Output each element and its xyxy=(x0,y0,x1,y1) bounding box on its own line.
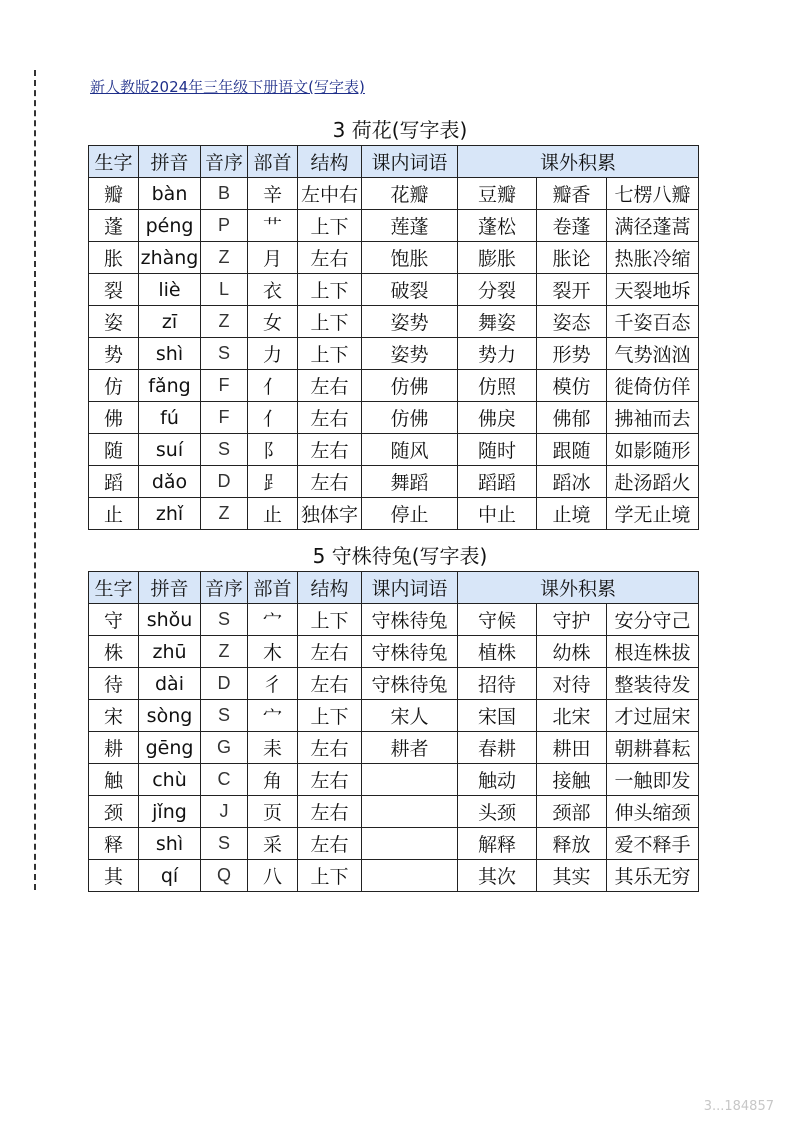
textbook-word-cell xyxy=(362,860,458,892)
table-row xyxy=(89,732,699,764)
char-cell: 待 xyxy=(89,668,139,700)
column-header: 音序 xyxy=(201,146,248,178)
initial-cell: L xyxy=(201,274,248,306)
char-cell: 耕 xyxy=(89,732,139,764)
initial-cell: G xyxy=(201,732,248,764)
initial-cell: J xyxy=(201,796,248,828)
textbook-word-cell: 守株待兔 xyxy=(362,636,458,668)
textbook-word-cell: 仿佛 xyxy=(362,370,458,402)
radical-cell: 八 xyxy=(248,860,298,892)
initial-cell: Z xyxy=(201,242,248,274)
radical-cell: 宀 xyxy=(248,604,298,636)
extra-word-2-cell: 姿态 xyxy=(537,306,607,338)
structure-cell: 上下 xyxy=(298,210,362,242)
pinyin-cell: zī xyxy=(139,306,201,338)
extra-idiom-cell: 安分守己 xyxy=(607,604,699,636)
extra-word-1-cell: 豆瓣 xyxy=(458,178,537,210)
pinyin-cell: chù xyxy=(139,764,201,796)
table-row xyxy=(89,338,699,370)
initial-cell: S xyxy=(201,338,248,370)
column-header: 课内词语 xyxy=(362,572,458,604)
structure-cell: 左右 xyxy=(298,732,362,764)
structure-cell: 左右 xyxy=(298,668,362,700)
extra-word-1-cell: 解释 xyxy=(458,828,537,860)
table-row xyxy=(89,860,699,892)
extra-word-1-cell: 头颈 xyxy=(458,796,537,828)
radical-cell: 木 xyxy=(248,636,298,668)
table-row xyxy=(89,604,699,636)
textbook-word-cell: 耕者 xyxy=(362,732,458,764)
structure-cell: 左右 xyxy=(298,796,362,828)
structure-cell: 左右 xyxy=(298,466,362,498)
textbook-word-cell: 随风 xyxy=(362,434,458,466)
extra-idiom-cell: 气势汹汹 xyxy=(607,338,699,370)
radical-cell: 采 xyxy=(248,828,298,860)
structure-cell: 上下 xyxy=(298,860,362,892)
extra-idiom-cell: 爱不释手 xyxy=(607,828,699,860)
extra-idiom-cell: 徙倚仿佯 xyxy=(607,370,699,402)
pinyin-cell: péng xyxy=(139,210,201,242)
extra-idiom-cell: 满径蓬蒿 xyxy=(607,210,699,242)
extra-idiom-cell: 千姿百态 xyxy=(607,306,699,338)
char-cell: 随 xyxy=(89,434,139,466)
initial-cell: F xyxy=(201,370,248,402)
extra-word-1-cell: 蓬松 xyxy=(458,210,537,242)
table-row xyxy=(89,306,699,338)
initial-cell: Z xyxy=(201,306,248,338)
extra-idiom-cell: 伸头缩颈 xyxy=(607,796,699,828)
table-header xyxy=(89,146,699,178)
extra-word-1-cell: 蹈蹈 xyxy=(458,466,537,498)
structure-cell: 左右 xyxy=(298,636,362,668)
char-cell: 瓣 xyxy=(89,178,139,210)
char-cell: 其 xyxy=(89,860,139,892)
pinyin-cell: zhàng xyxy=(139,242,201,274)
pinyin-cell: fú xyxy=(139,402,201,434)
binding-margin-line xyxy=(34,70,36,890)
char-cell: 株 xyxy=(89,636,139,668)
extra-idiom-cell: 整装待发 xyxy=(607,668,699,700)
extra-idiom-cell: 如影随形 xyxy=(607,434,699,466)
char-cell: 姿 xyxy=(89,306,139,338)
table-row xyxy=(89,700,699,732)
table-row xyxy=(89,764,699,796)
textbook-word-cell: 宋人 xyxy=(362,700,458,732)
extra-word-2-cell: 胀论 xyxy=(537,242,607,274)
column-header: 结构 xyxy=(298,146,362,178)
textbook-word-cell xyxy=(362,828,458,860)
radical-cell: 月 xyxy=(248,242,298,274)
pinyin-cell: qí xyxy=(139,860,201,892)
column-header: 拼音 xyxy=(139,146,201,178)
extra-word-1-cell: 春耕 xyxy=(458,732,537,764)
column-header: 音序 xyxy=(201,572,248,604)
radical-cell: 止 xyxy=(248,498,298,530)
radical-cell: 耒 xyxy=(248,732,298,764)
table-row xyxy=(89,796,699,828)
extra-word-2-cell: 止境 xyxy=(537,498,607,530)
textbook-word-cell: 停止 xyxy=(362,498,458,530)
char-cell: 蹈 xyxy=(89,466,139,498)
initial-cell: C xyxy=(201,764,248,796)
pinyin-cell: suí xyxy=(139,434,201,466)
extra-word-2-cell: 守护 xyxy=(537,604,607,636)
extra-word-1-cell: 仿照 xyxy=(458,370,537,402)
radical-cell: 力 xyxy=(248,338,298,370)
extra-idiom-cell: 根连株拔 xyxy=(607,636,699,668)
textbook-word-cell: 守株待兔 xyxy=(362,668,458,700)
pinyin-cell: shì xyxy=(139,828,201,860)
structure-cell: 上下 xyxy=(298,274,362,306)
radical-cell: 彳 xyxy=(248,668,298,700)
char-cell: 佛 xyxy=(89,402,139,434)
extra-word-2-cell: 释放 xyxy=(537,828,607,860)
extra-word-1-cell: 宋国 xyxy=(458,700,537,732)
structure-cell: 左右 xyxy=(298,764,362,796)
extra-word-1-cell: 其次 xyxy=(458,860,537,892)
textbook-word-cell: 莲蓬 xyxy=(362,210,458,242)
char-cell: 势 xyxy=(89,338,139,370)
pinyin-cell: zhū xyxy=(139,636,201,668)
extra-word-2-cell: 接触 xyxy=(537,764,607,796)
initial-cell: D xyxy=(201,668,248,700)
initial-cell: Q xyxy=(201,860,248,892)
extra-idiom-cell: 七楞八瓣 xyxy=(607,178,699,210)
extra-word-2-cell: 北宋 xyxy=(537,700,607,732)
section-title-lotus: 3 荷花(写字表) xyxy=(332,118,468,142)
word-table-lotus xyxy=(88,145,699,530)
table-row xyxy=(89,274,699,306)
char-cell: 宋 xyxy=(89,700,139,732)
extra-word-2-cell: 佛郁 xyxy=(537,402,607,434)
header-row xyxy=(89,146,699,178)
textbook-word-cell: 守株待兔 xyxy=(362,604,458,636)
initial-cell: F xyxy=(201,402,248,434)
extra-word-2-cell: 幼株 xyxy=(537,636,607,668)
char-cell: 蓬 xyxy=(89,210,139,242)
extra-word-1-cell: 膨胀 xyxy=(458,242,537,274)
structure-cell: 独体字 xyxy=(298,498,362,530)
pinyin-cell: shì xyxy=(139,338,201,370)
radical-cell: 页 xyxy=(248,796,298,828)
extra-word-2-cell: 对待 xyxy=(537,668,607,700)
radical-cell: 角 xyxy=(248,764,298,796)
extra-word-2-cell: 耕田 xyxy=(537,732,607,764)
column-header: 部首 xyxy=(248,146,298,178)
extra-word-1-cell: 植株 xyxy=(458,636,537,668)
table-row xyxy=(89,178,699,210)
table-row xyxy=(89,498,699,530)
column-header: 课外积累 xyxy=(458,572,699,604)
document-header-link[interactable]: 新人教版2024年三年级下册语文(写字表) xyxy=(90,78,365,96)
structure-cell: 左右 xyxy=(298,434,362,466)
textbook-word-cell xyxy=(362,796,458,828)
extra-word-1-cell: 守候 xyxy=(458,604,537,636)
column-header: 课内词语 xyxy=(362,146,458,178)
radical-cell: 亻 xyxy=(248,370,298,402)
table-body xyxy=(89,604,699,892)
structure-cell: 左中右 xyxy=(298,178,362,210)
textbook-word-cell: 破裂 xyxy=(362,274,458,306)
extra-word-1-cell: 分裂 xyxy=(458,274,537,306)
char-cell: 触 xyxy=(89,764,139,796)
structure-cell: 上下 xyxy=(298,604,362,636)
extra-word-1-cell: 触动 xyxy=(458,764,537,796)
char-cell: 守 xyxy=(89,604,139,636)
table-row xyxy=(89,210,699,242)
extra-word-2-cell: 瓣香 xyxy=(537,178,607,210)
initial-cell: B xyxy=(201,178,248,210)
extra-idiom-cell: 天裂地坼 xyxy=(607,274,699,306)
table-row xyxy=(89,828,699,860)
initial-cell: D xyxy=(201,466,248,498)
pinyin-cell: dài xyxy=(139,668,201,700)
extra-word-1-cell: 势力 xyxy=(458,338,537,370)
initial-cell: S xyxy=(201,828,248,860)
initial-cell: P xyxy=(201,210,248,242)
column-header: 结构 xyxy=(298,572,362,604)
extra-idiom-cell: 一触即发 xyxy=(607,764,699,796)
structure-cell: 左右 xyxy=(298,828,362,860)
structure-cell: 上下 xyxy=(298,700,362,732)
char-cell: 胀 xyxy=(89,242,139,274)
textbook-word-cell: 饱胀 xyxy=(362,242,458,274)
radical-cell: 阝 xyxy=(248,434,298,466)
pinyin-cell: bàn xyxy=(139,178,201,210)
pinyin-cell: sòng xyxy=(139,700,201,732)
extra-idiom-cell: 才过屈宋 xyxy=(607,700,699,732)
radical-cell: 衣 xyxy=(248,274,298,306)
table-row xyxy=(89,242,699,274)
table-header xyxy=(89,572,699,604)
pinyin-cell: dǎo xyxy=(139,466,201,498)
extra-word-1-cell: 随时 xyxy=(458,434,537,466)
initial-cell: S xyxy=(201,604,248,636)
extra-word-2-cell: 蹈冰 xyxy=(537,466,607,498)
char-cell: 仿 xyxy=(89,370,139,402)
radical-cell: 艹 xyxy=(248,210,298,242)
radical-cell: 宀 xyxy=(248,700,298,732)
table-row xyxy=(89,636,699,668)
initial-cell: S xyxy=(201,434,248,466)
pinyin-cell: jǐng xyxy=(139,796,201,828)
extra-idiom-cell: 朝耕暮耘 xyxy=(607,732,699,764)
extra-word-2-cell: 其实 xyxy=(537,860,607,892)
structure-cell: 左右 xyxy=(298,242,362,274)
pinyin-cell: liè xyxy=(139,274,201,306)
char-cell: 颈 xyxy=(89,796,139,828)
extra-idiom-cell: 热胀冷缩 xyxy=(607,242,699,274)
extra-word-2-cell: 模仿 xyxy=(537,370,607,402)
radical-cell: 亻 xyxy=(248,402,298,434)
extra-word-2-cell: 形势 xyxy=(537,338,607,370)
textbook-word-cell: 花瓣 xyxy=(362,178,458,210)
extra-word-1-cell: 招待 xyxy=(458,668,537,700)
radical-cell: 辛 xyxy=(248,178,298,210)
structure-cell: 上下 xyxy=(298,338,362,370)
column-header: 生字 xyxy=(89,146,139,178)
table-row xyxy=(89,668,699,700)
pinyin-cell: shǒu xyxy=(139,604,201,636)
table-row xyxy=(89,370,699,402)
radical-cell: ⻊ xyxy=(248,466,298,498)
extra-idiom-cell: 赴汤蹈火 xyxy=(607,466,699,498)
table-row xyxy=(89,402,699,434)
extra-word-2-cell: 跟随 xyxy=(537,434,607,466)
section-title-rabbit: 5 守株待兔(写字表) xyxy=(312,544,488,568)
column-header: 生字 xyxy=(89,572,139,604)
extra-word-2-cell: 卷蓬 xyxy=(537,210,607,242)
initial-cell: Z xyxy=(201,498,248,530)
structure-cell: 左右 xyxy=(298,370,362,402)
pinyin-cell: fǎng xyxy=(139,370,201,402)
textbook-word-cell: 姿势 xyxy=(362,306,458,338)
watermark-id: 3...184857 xyxy=(703,1099,774,1114)
word-table-rabbit xyxy=(88,571,699,892)
table-row xyxy=(89,466,699,498)
column-header: 课外积累 xyxy=(458,146,699,178)
extra-word-1-cell: 佛戾 xyxy=(458,402,537,434)
extra-idiom-cell: 学无止境 xyxy=(607,498,699,530)
extra-word-2-cell: 颈部 xyxy=(537,796,607,828)
column-header: 部首 xyxy=(248,572,298,604)
char-cell: 止 xyxy=(89,498,139,530)
textbook-word-cell: 舞蹈 xyxy=(362,466,458,498)
structure-cell: 上下 xyxy=(298,306,362,338)
pinyin-cell: gēng xyxy=(139,732,201,764)
table-body xyxy=(89,178,699,530)
radical-cell: 女 xyxy=(248,306,298,338)
extra-word-1-cell: 中止 xyxy=(458,498,537,530)
char-cell: 裂 xyxy=(89,274,139,306)
char-cell: 释 xyxy=(89,828,139,860)
initial-cell: Z xyxy=(201,636,248,668)
column-header: 拼音 xyxy=(139,572,201,604)
extra-word-2-cell: 裂开 xyxy=(537,274,607,306)
initial-cell: S xyxy=(201,700,248,732)
textbook-word-cell: 仿佛 xyxy=(362,402,458,434)
pinyin-cell: zhǐ xyxy=(139,498,201,530)
structure-cell: 左右 xyxy=(298,402,362,434)
extra-idiom-cell: 拂袖而去 xyxy=(607,402,699,434)
header-row xyxy=(89,572,699,604)
table-row xyxy=(89,434,699,466)
extra-word-1-cell: 舞姿 xyxy=(458,306,537,338)
extra-idiom-cell: 其乐无穷 xyxy=(607,860,699,892)
textbook-word-cell: 姿势 xyxy=(362,338,458,370)
textbook-word-cell xyxy=(362,764,458,796)
